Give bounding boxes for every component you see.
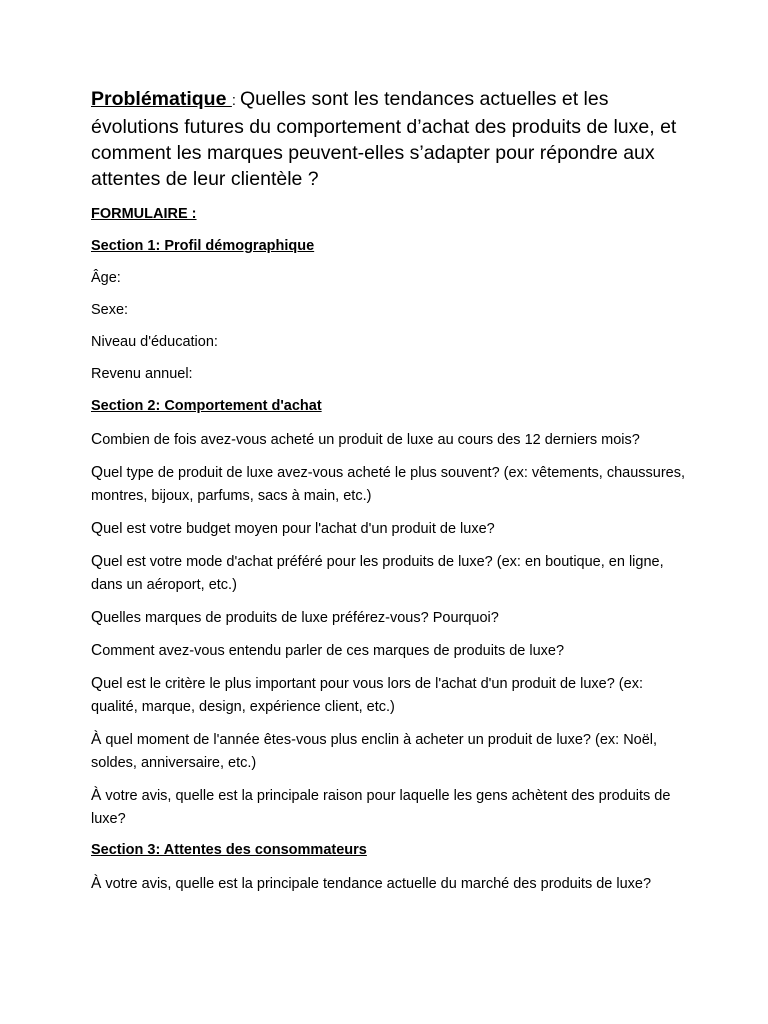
- question-mode-achat: Quel est votre mode d'achat préféré pour les produits de luxe? (ex: en boutique, en ligne, dans un aéroport, etc.): [91, 553, 664, 593]
- field-sexe: Sexe:: [91, 302, 129, 318]
- field-age: Âge:: [91, 270, 121, 286]
- section-1-heading: Section 1: Profil démographique: [91, 238, 315, 254]
- formulaire-title: FORMULAIRE :: [91, 206, 197, 222]
- section-2-heading: Section 2: Comportement d'achat: [91, 398, 322, 414]
- problematique-paragraph: [91, 86, 691, 192]
- question-type-produit: Quel type de produit de luxe avez-vous acheté le plus souvent? (ex: vêtements, chaussures, montres, bijoux, parfums, sacs à main, etc.): [91, 464, 686, 504]
- question-budget-moyen: Quel est votre budget moyen pour l'achat d'un produit de luxe?: [91, 520, 495, 537]
- problematique-label: Problématique: [91, 88, 232, 110]
- question-critere-important: Quel est le critère le plus important pour vous lors de l'achat d'un produit de luxe? (ex: qualité, marque, design, expérience client, etc.): [91, 675, 643, 715]
- question-moment-annee: À quel moment de l'année êtes-vous plus enclin à acheter un produit de luxe? (ex: Noël, soldes, anniversaire, etc.): [91, 731, 658, 771]
- question-frequence-achat: Combien de fois avez-vous acheté un produit de luxe au cours des 12 derniers mois?: [91, 431, 640, 448]
- question-tendance-actuelle: À votre avis, quelle est la principale tendance actuelle du marché des produits de luxe?: [91, 875, 652, 892]
- field-niveau-education: Niveau d'éducation:: [91, 334, 218, 350]
- problematique-colon: :: [231, 93, 240, 109]
- section-3-heading: Section 3: Attentes des consommateurs: [91, 842, 367, 858]
- question-connaissance-marques: Comment avez-vous entendu parler de ces marques de produits de luxe?: [91, 642, 565, 659]
- question-raison-achat: À votre avis, quelle est la principale raison pour laquelle les gens achètent des produits de luxe?: [91, 787, 671, 827]
- problematique-text: Quelles sont les tendances actuelles et les évolutions futures du comportement d’achat des produits de luxe, et comment les marques peuvent-elles s’adapter pour répondre aux attentes de leur clientèle ?: [91, 88, 677, 190]
- field-revenu-annuel: Revenu annuel:: [91, 366, 193, 382]
- document-page: [91, 86, 691, 905]
- question-marques-preferees: Quelles marques de produits de luxe préférez-vous? Pourquoi?: [91, 609, 499, 626]
